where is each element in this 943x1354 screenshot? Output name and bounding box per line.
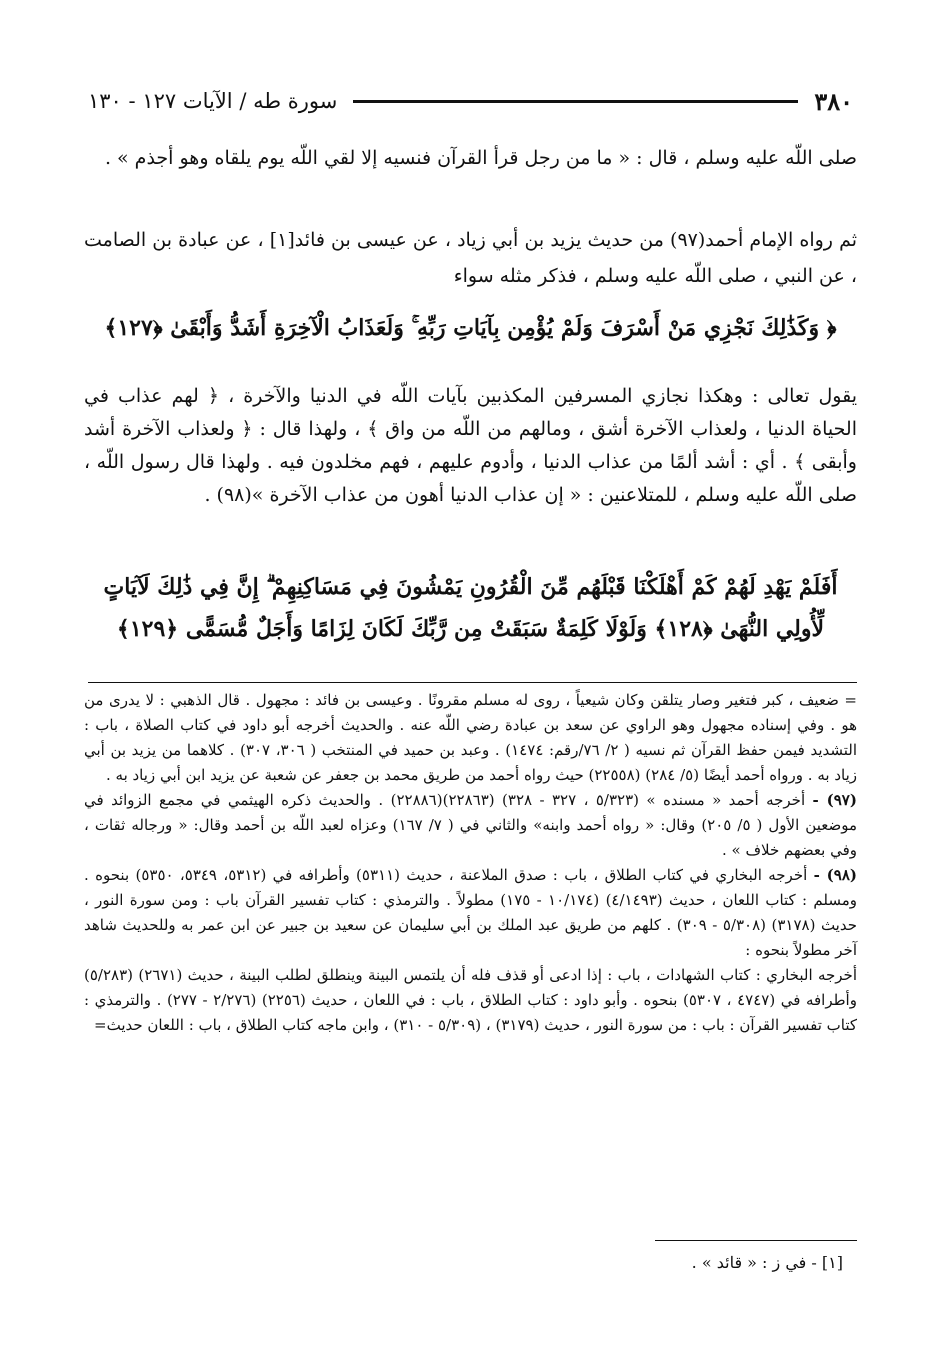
footnote-text: أخرجه البخاري في كتاب الطلاق ، باب : صدق الملاعنة ، حديث (٥٣١١) وأطرافه في (٥٣١٢، ٥٣٤٩، ٥٣٥٠) بنحوه . ومسلم : كتاب اللعان ، حديث (٤/١٤٩٣) (١٠/١٧٤ - ١٧٥) مطولاً . والترمذي : كتاب تفسير القرآن باب : ومن سورة النور ، حديث (٣١٧٨) (٥/٣٠٨ - ٣٠٩) . كلهم من طريق عبد الملك بن أبي سليمان عن سعيد بن جبير عن ابن عمر به وللحديث شاهد آخر مطولاً بنحوه : [84, 866, 857, 959]
paragraph-narration [84, 222, 857, 294]
paragraph-hadith [84, 140, 857, 176]
verse-text: أَفَلَمْ يَهْدِ لَهُمْ كَمْ أَهْلَكْنَا قَبْلَهُم مِّنَ الْقُرُونِ يَمْشُونَ فِي مَسَاكِنِهِمْ ۗ إِنَّ فِي ذَٰلِكَ لَآيَاتٍ لِّأُولِي النُّهَىٰ ﴿١٢٨﴾ وَلَوْلَا كَلِمَةٌ سَبَقَتْ مِن رَّبِّكَ لَكَانَ لِزَامًا وَأَجَلٌ مُّسَمًّى ﴿١٢٩﴾ [103, 574, 838, 642]
footnote-98-continued: أخرجه البخاري : كتاب الشهادات ، باب : إذا ادعى أو قذف فله أن يلتمس البينة وينطلق لطلب البينة ، حديث (٢٦٧١) (٥/٢٨٣) وأطرافه في (٤٧٤٧ ، ٥٣٠٧) بنحوه . وأبو داود : كتاب الطلاق ، باب : في اللعان ، حديث (٢٢٥٦) (٢/٢٧٦ - ٢٧٧) . والترمذي : كتاب تفسير القرآن : باب : من سورة النور ، حديث (٣١٧٩) ، (٥/٣٠٩ - ٣١٠) ، وابن ماجه كتاب الطلاق ، باب : اللعان حديث= [84, 966, 857, 1034]
footnote-97 [84, 788, 857, 863]
quran-verses-128-129 [84, 566, 857, 650]
paragraph-text: يقول تعالى : وهكذا نجازي المسرفين المكذبين بآيات اللّه في الدنيا والآخرة ، ﴿ لهم عذاب في الحياة الدنيا ، ولعذاب الآخرة أشق ، ومالهم من اللّه من واق ﴾ ، ولهذا قال : ﴿ ولعذاب الآخرة أشد وأبقى ﴾ . أي : أشد ألمًا من عذاب الدنيا ، وأدوم عليهم ، فهم مخلدون فيه . ولهذا قال رسول اللّه ، صلى اللّه عليه وسلم ، للمتلاعنين : « إن عذاب الدنيا أهون من عذاب الآخرة »(٩٨) . [84, 385, 857, 506]
verse-text: ﴿ وَكَذَٰلِكَ نَجْزِي مَنْ أَسْرَفَ وَلَمْ يُؤْمِن بِآيَاتِ رَبِّهِ ۚ وَلَعَذَابُ الْآخِرَةِ أَشَدُّ وَأَبْقَىٰ ﴿١٢٧﴾ [104, 315, 837, 341]
page-number: ٣٨٠ [814, 86, 853, 116]
running-title: سورة طه / الآيات ١٢٧ - ١٣٠ [88, 89, 338, 113]
variant-note: [١] - في ز : « قائد » . [691, 1253, 843, 1272]
header-rule [353, 100, 798, 103]
variant-separator [655, 1240, 857, 1241]
footnote-number: (٩٨) - [813, 866, 857, 884]
paragraph-text: ثم رواه الإمام أحمد(٩٧) من حديث يزيد بن أبي زياد ، عن عيسى بن فائد[١] ، عن عبادة بن الصامت ، عن النبي ، صلى اللّه عليه وسلم ، فذكر مثله سواء [84, 229, 858, 287]
quran-verse-127 [84, 306, 857, 350]
footnote-separator [88, 682, 857, 683]
footnote-text: أخرجه أحمد « مسنده » (٥/٣٢٣ ، ٣٢٧ - ٣٢٨) (٢٢٨٦٣)(٢٢٨٨٦) . والحديث ذكره الهيثمي في مجمع الزوائد في موضعين الأول ( ٥/ ٢٠٥) وقال: « رواه أحمد وابنه» والثاني في ( ٧/ ١٦٧) وعزاه لعبد اللّه بن أحمد وقال: « ورجاله ثقات ، وفي بعضهم خلاف » . [84, 791, 857, 859]
footnote-number: (٩٧) - [812, 791, 857, 809]
page-header [88, 84, 853, 118]
footnote-98 [84, 863, 857, 963]
footnote-continuation: = ضعيف ، كبر فتغير وصار يتلقن وكان شيعياً ، روى له مسلم مقرونًا . وعيسى بن فائد : مجهول . قال الذهبي : لا يدرى من هو . وفي إسناده مجهول وهو الراوي عن سعد بن عبادة رضي اللّه عنه . والحديث أخرجه أبو داود في كتاب الصلاة ، باب : التشديد فيمن حفظ القرآن ثم نسيه ( ٢/ ٧٦/رقم: ١٤٧٤) . وعبد بن حميد في المنتخب ( ٣٠٦، ٣٠٧) . كلاهما من يزيد بن أبي زياد به . ورواه أحمد أيضًا (٥/ ٢٨٤) (٢٢٥٥٨) حيث رواه أحمد من طريق محمد بن جعفر عن شعبة عن يزيد ابن أبي زياد به . [84, 691, 858, 784]
paragraph-text: صلى اللّه عليه وسلم ، قال : « ما من رجل قرأ القرآن فنسيه إلا لقي اللّه يوم يلقاه وهو أجذم » . [104, 147, 857, 169]
paragraph-tafsir [84, 380, 857, 512]
footnotes [84, 688, 857, 1038]
